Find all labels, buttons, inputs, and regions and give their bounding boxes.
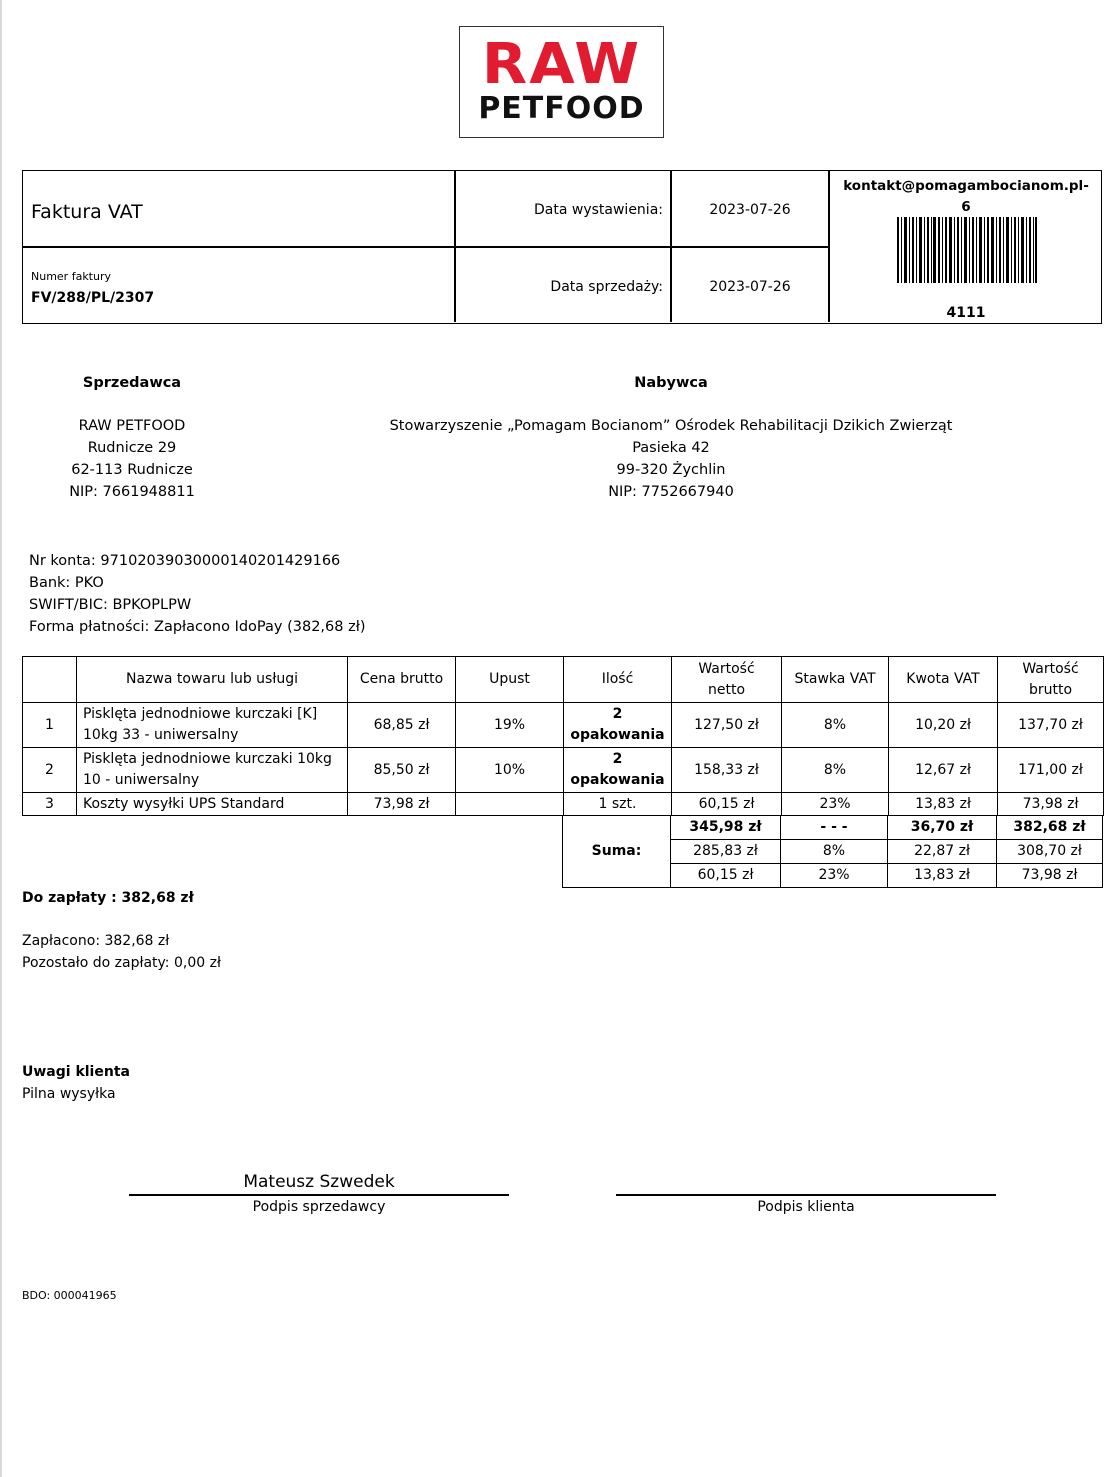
sale-date-label: Data sprzedaży: bbox=[550, 279, 663, 295]
items-table bbox=[22, 656, 1104, 816]
cell-lp: 2 bbox=[23, 748, 77, 793]
payment-info bbox=[29, 550, 365, 638]
col-gross: Wartość brutto bbox=[998, 657, 1104, 703]
cell-lp: 1 bbox=[23, 703, 77, 748]
cell-discount bbox=[456, 793, 564, 816]
notes-text: Pilna wysyłka bbox=[22, 1086, 116, 1102]
col-vat: Kwota VAT bbox=[889, 657, 998, 703]
sale-date: 2023-07-26 bbox=[709, 279, 791, 295]
cell-vat: 13,83 zł bbox=[889, 793, 998, 816]
client-signature-label: Podpis klienta bbox=[757, 1199, 855, 1215]
barcode-icon bbox=[897, 217, 1037, 283]
cell-price: 85,50 zł bbox=[348, 748, 456, 793]
summary-label: Suma: bbox=[563, 816, 671, 888]
col-price: Cena brutto bbox=[348, 657, 456, 703]
cell-name: Pisklęta jednodniowe kurczaki 10kg 10 - uniwersalny bbox=[77, 748, 348, 793]
contact-email-line2: 6 bbox=[961, 199, 971, 215]
invoice-header bbox=[22, 170, 1102, 324]
cell-net: 158,33 zł bbox=[672, 748, 782, 793]
col-discount: Upust bbox=[456, 657, 564, 703]
company-logo bbox=[459, 26, 664, 138]
seller-street: Rudnicze 29 bbox=[87, 440, 177, 456]
summary-row bbox=[563, 816, 1103, 840]
buyer-heading: Nabywca bbox=[634, 375, 708, 391]
payment-method: Forma płatności: Zapłacono IdoPay (382,68 zł) bbox=[29, 619, 366, 635]
sum-net: 345,98 zł bbox=[671, 816, 781, 840]
sum-net: 285,83 zł bbox=[671, 840, 781, 864]
logo-petfood-text: PETFOOD bbox=[478, 91, 645, 126]
col-name: Nazwa towaru lub usługi bbox=[77, 657, 348, 703]
col-net: Wartość netto bbox=[672, 657, 782, 703]
invoice-number-label: Numer faktury bbox=[31, 270, 112, 283]
cell-gross: 137,70 zł bbox=[998, 703, 1104, 748]
page-edge bbox=[0, 0, 2, 1477]
buyer-nip: NIP: 7752667940 bbox=[608, 484, 734, 500]
contact-email-line1: kontakt@pomagambocianom.pl- bbox=[843, 178, 1089, 194]
sum-rate: 23% bbox=[781, 864, 888, 888]
buyer-block bbox=[330, 372, 1012, 503]
sum-gross: 73,98 zł bbox=[997, 864, 1103, 888]
buyer-name: Stowarzyszenie „Pomagam Bocianom” Ośrodek Rehabilitacji Dzikich Zwierząt bbox=[389, 418, 953, 434]
seller-nip: NIP: 7661948811 bbox=[69, 484, 195, 500]
seller-name: RAW PETFOOD bbox=[78, 418, 186, 434]
swift-code: SWIFT/BIC: BPKOPLPW bbox=[29, 597, 192, 613]
issue-date: 2023-07-26 bbox=[709, 202, 791, 218]
table-row bbox=[23, 748, 1104, 793]
sum-gross: 308,70 zł bbox=[997, 840, 1103, 864]
bank-name: Bank: PKO bbox=[29, 575, 104, 591]
seller-signature-line bbox=[129, 1194, 509, 1196]
cell-lp: 3 bbox=[23, 793, 77, 816]
invoice-number: FV/288/PL/2307 bbox=[31, 290, 155, 306]
table-row bbox=[23, 703, 1104, 748]
sum-vat: 13,83 zł bbox=[888, 864, 997, 888]
amount-due: Do zapłaty : 382,68 zł bbox=[22, 890, 194, 906]
sum-vat: 36,70 zł bbox=[888, 816, 997, 840]
col-vat-rate: Stawka VAT bbox=[782, 657, 889, 703]
cell-gross: 171,00 zł bbox=[998, 748, 1104, 793]
table-header-row bbox=[23, 657, 1104, 703]
cell-qty: 2 opakowania bbox=[564, 748, 672, 793]
sum-rate: 8% bbox=[781, 840, 888, 864]
client-signature-line bbox=[616, 1194, 996, 1196]
cell-name: Koszty wysyłki UPS Standard bbox=[77, 793, 348, 816]
sum-rate: - - - bbox=[781, 816, 888, 840]
cell-net: 127,50 zł bbox=[672, 703, 782, 748]
cell-price: 73,98 zł bbox=[348, 793, 456, 816]
cell-name: Pisklęta jednodniowe kurczaki [K] 10kg 33 - uniwersalny bbox=[77, 703, 348, 748]
seller-city: 62-113 Rudnicze bbox=[71, 462, 193, 478]
seller-heading: Sprzedawca bbox=[82, 375, 182, 391]
cell-discount: 19% bbox=[456, 703, 564, 748]
cell-qty: 1 szt. bbox=[564, 793, 672, 816]
invoice-title: Faktura VAT bbox=[31, 201, 143, 223]
issue-date-label: Data wystawienia: bbox=[534, 202, 663, 218]
cell-vat-rate: 8% bbox=[782, 748, 889, 793]
sum-gross: 382,68 zł bbox=[997, 816, 1103, 840]
cell-vat: 12,67 zł bbox=[889, 748, 998, 793]
notes-heading: Uwagi klienta bbox=[22, 1064, 130, 1080]
table-row bbox=[23, 793, 1104, 816]
cell-net: 60,15 zł bbox=[672, 793, 782, 816]
col-lp bbox=[23, 657, 77, 703]
bdo-number: BDO: 000041965 bbox=[22, 1289, 117, 1302]
cell-gross: 73,98 zł bbox=[998, 793, 1104, 816]
cell-price: 68,85 zł bbox=[348, 703, 456, 748]
cell-discount: 10% bbox=[456, 748, 564, 793]
seller-signature-label: Podpis sprzedawcy bbox=[252, 1199, 386, 1215]
cell-qty: 2 opakowania bbox=[564, 703, 672, 748]
amount-paid: Zapłacono: 382,68 zł bbox=[22, 933, 170, 949]
bank-account: Nr konta: 97102039030000140201429166 bbox=[29, 553, 341, 569]
sum-net: 60,15 zł bbox=[671, 864, 781, 888]
amount-remaining: Pozostało do zapłaty: 0,00 zł bbox=[22, 955, 221, 971]
barcode-number: 4111 bbox=[946, 305, 986, 321]
buyer-city: 99-320 Żychlin bbox=[616, 462, 726, 478]
summary-table bbox=[562, 815, 1103, 888]
logo-raw-text: RAW bbox=[481, 32, 642, 97]
seller-block bbox=[40, 372, 224, 503]
cell-vat-rate: 23% bbox=[782, 793, 889, 816]
contact-email bbox=[830, 176, 1102, 218]
cell-vat-rate: 8% bbox=[782, 703, 889, 748]
col-qty: Ilość bbox=[564, 657, 672, 703]
seller-signature-name: Mateusz Szwedek bbox=[243, 1172, 395, 1192]
cell-vat: 10,20 zł bbox=[889, 703, 998, 748]
sum-vat: 22,87 zł bbox=[888, 840, 997, 864]
buyer-street: Pasieka 42 bbox=[632, 440, 710, 456]
